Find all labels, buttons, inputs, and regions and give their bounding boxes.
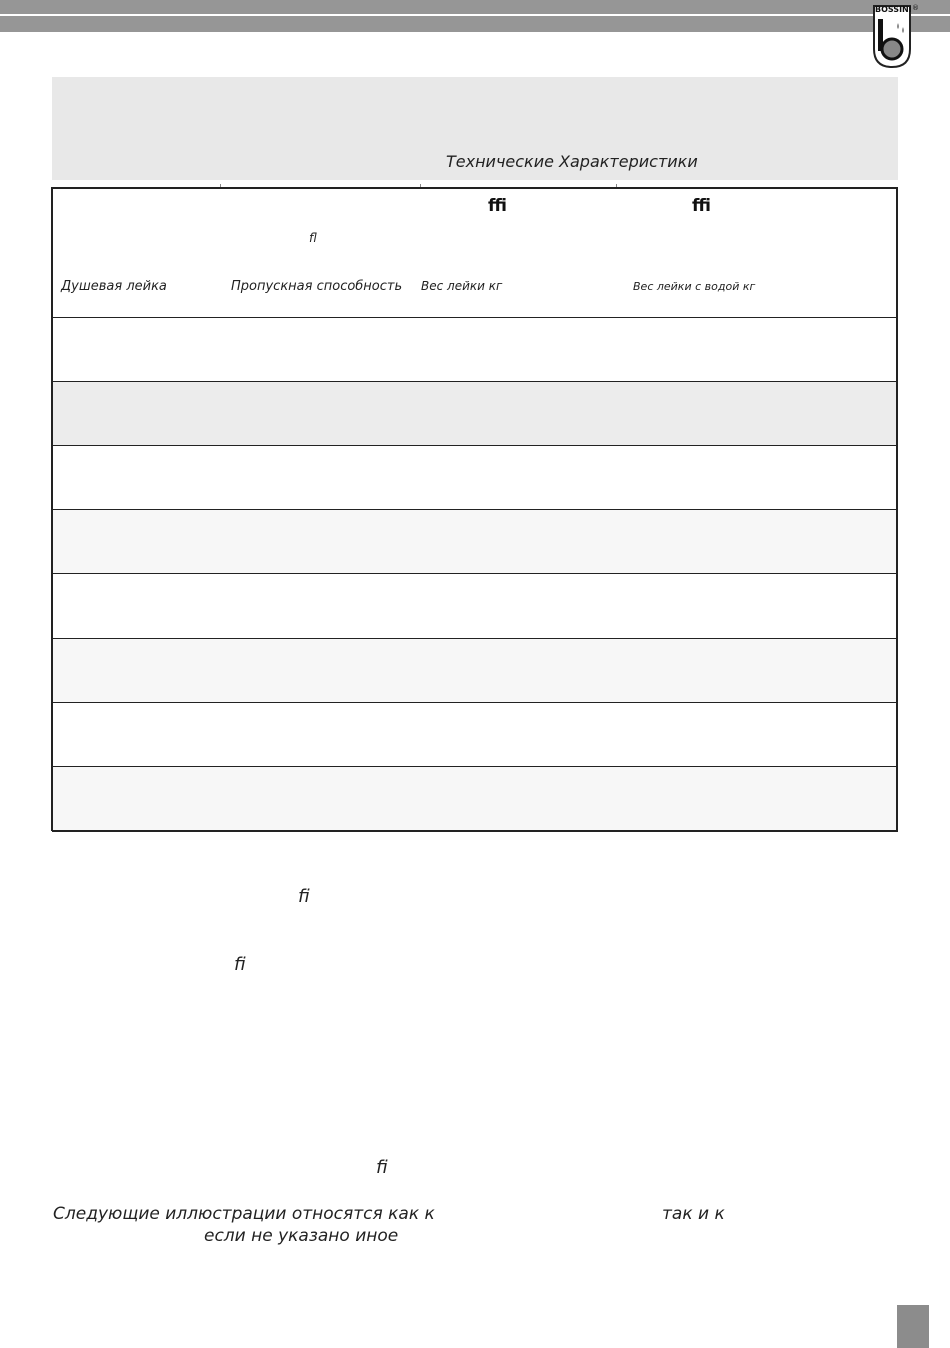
table-row — [53, 381, 896, 446]
column-header-flow-rate: Пропускная способность — [231, 279, 403, 294]
table-row — [53, 445, 896, 510]
column-header-weight-water: Вес лейки с водой кг — [633, 280, 756, 293]
body-ligature-3: ﬁ — [376, 1157, 388, 1178]
top-bar — [0, 0, 950, 14]
header-sub-ligature: ﬂ — [309, 231, 317, 245]
table-row — [53, 509, 896, 574]
column-header-shower-head: Душевая лейка — [61, 279, 167, 294]
header-ligature-2: ﬃ — [692, 196, 711, 216]
body-ligature-1: ﬁ — [298, 886, 310, 907]
page-number-tab — [897, 1305, 929, 1348]
illustration-note-middle: так и к — [662, 1204, 725, 1224]
table-row — [53, 573, 896, 638]
top-bar-lower — [0, 16, 950, 32]
table-right-border — [896, 187, 898, 831]
illustration-note-end: если не указано иное — [204, 1226, 399, 1246]
table-row — [53, 702, 896, 767]
table-bottom-border — [52, 830, 898, 832]
table-row — [53, 317, 896, 382]
table-row — [53, 766, 896, 831]
page-title: Технические Характеристики — [446, 152, 698, 171]
body-ligature-2: ﬁ — [234, 954, 246, 975]
logo-text: BOSSINI — [875, 5, 912, 14]
header-ligature-1: ﬃ — [488, 196, 507, 216]
table-row — [53, 638, 896, 703]
column-header-weight: Вес лейки кг — [421, 279, 503, 293]
registered-mark: ® — [912, 4, 919, 12]
table-top-border — [52, 187, 898, 189]
bossini-logo-icon — [871, 5, 913, 69]
illustration-note-start: Следующие иллюстрации относятся как к — [53, 1204, 435, 1224]
